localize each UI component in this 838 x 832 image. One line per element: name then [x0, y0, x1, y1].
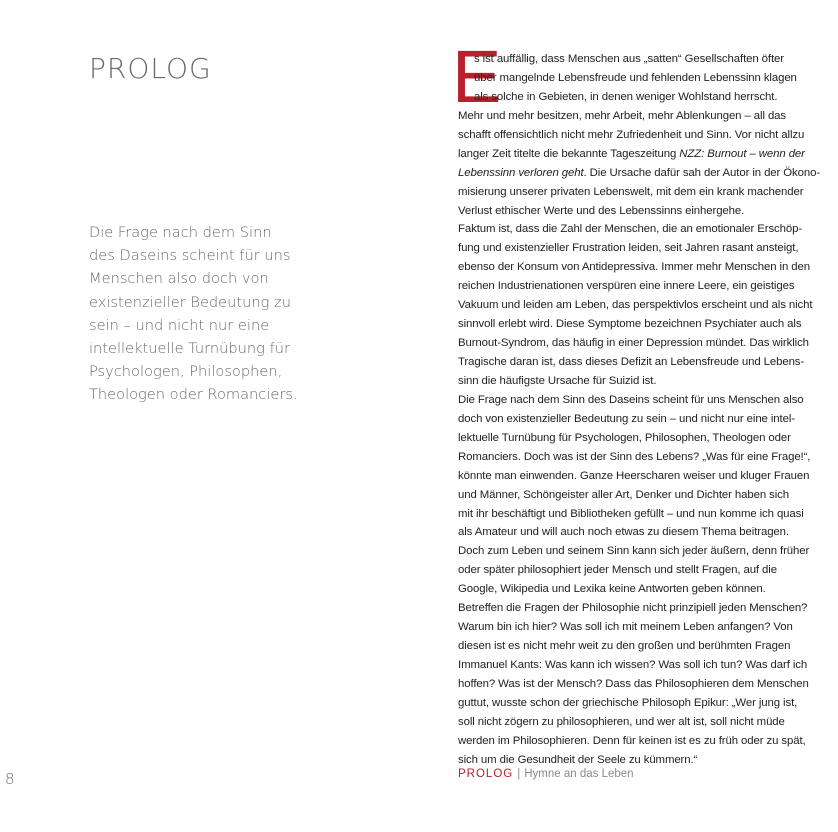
body-line: Vakuum und leiden am Leben, das perspektivlos erscheint und als nicht: [458, 299, 813, 312]
body-line: Die Frage nach dem Sinn des Daseins scheint für uns Menschen also: [458, 393, 804, 406]
footer-book-title: Hymne an das Leben: [524, 768, 634, 780]
body-line: guttut, wusste schon der griechische Philosoph Epikur: „Wer jung ist,: [458, 696, 798, 709]
body-line: lektuelle Turnübung für Psychologen, Philosophen, Theologen oder: [458, 431, 791, 444]
body-line: Mehr und mehr besitzen, mehr Arbeit, mehr Ablenkungen – all das: [458, 109, 787, 122]
body-line: Google, Wikipedia und Lexika keine Antworten geben können.: [458, 583, 766, 596]
body-line: reichen Industrienationen verspüren eine innere Leere, ein geistiges: [458, 280, 795, 293]
running-footer: [458, 768, 634, 780]
pull-quote: Die Frage nach dem Sinn des Daseins scheint für uns Menschen also doch von existenzieller Bedeutung zu sein – und nicht nur eine intellektuelle Turnübung für Psychologen, Philosophen, Theologen oder Romanciers.: [89, 224, 298, 404]
body-line: sinn die häufigste Ursache für Suizid ist.: [458, 374, 657, 387]
body-line: werden im Philosophieren. Denn für keinen ist es zu früh oder zu spät,: [458, 734, 806, 747]
body-line: doch von existenzieller Bedeutung zu sein – und nicht nur eine intel-: [458, 412, 795, 425]
drop-cap: E: [452, 35, 502, 118]
right-page: [416, 0, 832, 832]
body-line: fung und existenzieller Frustration leiden, seit Jahren rasant ansteigt,: [458, 242, 799, 255]
italic-citation: Lebenssinn verloren geht: [458, 166, 584, 179]
page-number: 8: [5, 770, 15, 788]
body-line: Burnout-Syndrom, das häufig in einer Depression mündet. Das wirklich: [458, 337, 809, 350]
body-line: Romanciers. Doch was ist der Sinn des Lebens? „Was für eine Frage!“,: [458, 450, 811, 463]
body-line: schafft offensichtlich nicht mehr Zufriedenheit und Sinn. Vor nicht allzu: [458, 128, 805, 141]
body-line: als solche in Gebieten, in denen weniger Wohlstand herrscht.: [474, 90, 778, 103]
body-line: Betreffen die Fragen der Philosophie nicht prinzipiell jeden Menschen?: [458, 602, 808, 615]
body-line: über mangelnde Lebensfreude und fehlenden Lebenssinn klagen: [474, 71, 797, 84]
body-line: sich um die Gesundheit der Seele zu kümmern.“: [458, 753, 698, 766]
body-text: [458, 50, 838, 770]
body-line: Tragische daran ist, dass dieses Defizit an Lebensfreude und Lebens-: [458, 356, 805, 368]
body-line: Doch zum Leben und seinem Sinn kann sich jeder äußern, denn früher: [458, 545, 810, 558]
body-line: s ist auffällig, dass Menschen aus „satten“ Gesellschaften öfter: [474, 53, 784, 65]
body-line: ebenso der Konsum von Antidepressiva. Immer mehr Menschen in den: [458, 261, 810, 274]
body-line: Lebenssinn verloren geht. Die Ursache dafür sah der Autor in der Ökono-: [458, 166, 821, 179]
left-page: [0, 0, 416, 832]
body-line: und Männer, Schöngeister aller Art, Denker und Dichter haben sich: [458, 488, 789, 501]
footer-separator: |: [517, 768, 521, 780]
body-line: oder später philosophiert jeder Mensch und stellt Fragen, auf die: [458, 564, 777, 577]
body-line: könnte man einwenden. Ganze Heerscharen weiser und kluger Frauen: [458, 469, 810, 482]
body-line: Immanuel Kants: Was kann ich wissen? Was soll ich tun? Was darf ich: [458, 659, 808, 671]
body-line: Warum bin ich hier? Was soll ich mit meinem Leben anfangen? Von: [458, 621, 793, 634]
body-line: sinnvoll erlebt wird. Diese Symptome bezeichnen Psychiater auch als: [458, 318, 802, 331]
body-line: Faktum ist, dass die Zahl der Menschen, die an emotionaler Erschöp-: [458, 223, 803, 236]
body-line: mit ihr beschäftigt und Bibliotheken gefüllt – und nun komme ich quasi: [458, 507, 804, 520]
footer-section-label: PROLOG: [458, 768, 514, 780]
page-heading: PROLOG: [89, 52, 212, 85]
body-line: diesen ist es nicht mehr weit zu den großen und berühmten Fragen: [458, 640, 791, 653]
body-line: hoffen? Was ist der Mensch? Dass das Philosophieren dem Menschen: [458, 677, 809, 690]
body-line: misierung unserer privaten Lebenswelt, mit dem ein krank machender: [458, 185, 804, 198]
body-line: als Amateur und will auch noch etwas zu diesem Thema beitragen.: [458, 526, 789, 539]
body-line: soll nicht zögern zu philosophieren, und wer alt ist, soll nicht müde: [458, 715, 785, 728]
body-line: Verlust ethischer Werte und des Lebenssinns einhergehe.: [458, 204, 745, 217]
body-line: langer Zeit titelte die bekannte Tageszeitung NZZ: Burnout – wenn der: [458, 147, 805, 160]
italic-citation: NZZ: Burnout – wenn der: [679, 147, 805, 160]
